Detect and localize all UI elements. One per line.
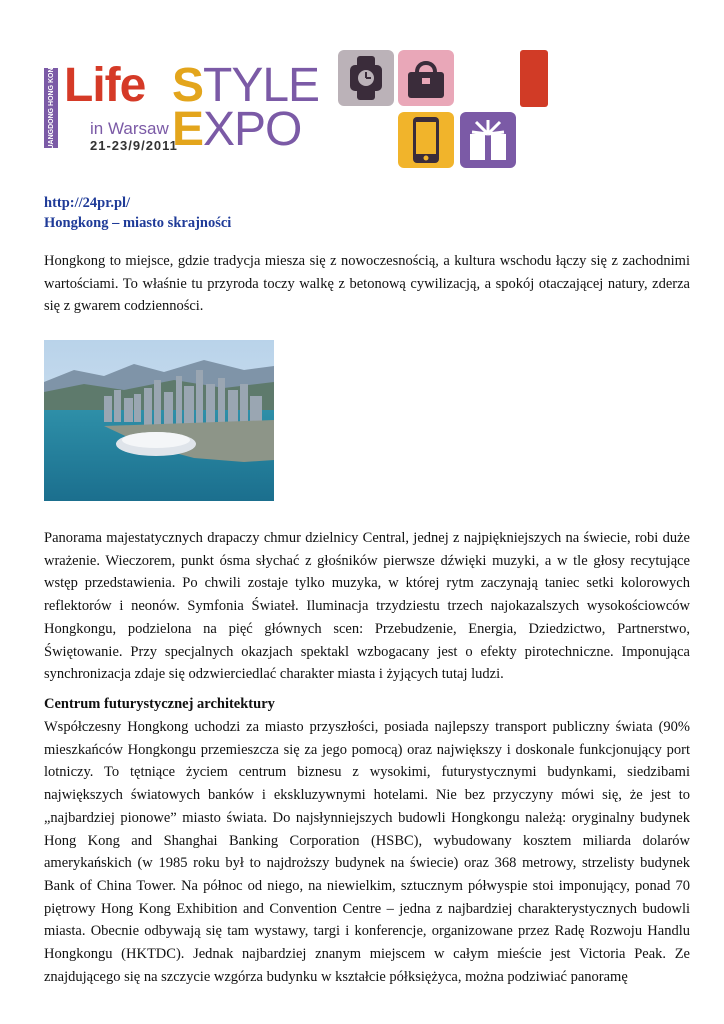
handbag-icon <box>398 50 454 106</box>
gift-icon <box>460 112 516 168</box>
decorative-red-tile <box>520 50 548 107</box>
logo-word-expo: EXPO <box>172 103 302 156</box>
intro-paragraph: Hongkong to miejsce, gdzie tradycja miesza się z nowoczesnością, a kultura wschodu łączy się z zachodnimi wartościami. To właśnie tu przyroda toczy walkę z betonową cywilizacją, a spokój otaczającej natury, zderza się z gwarem codzienności. <box>44 253 690 315</box>
logo-side-strip <box>44 61 58 155</box>
source-link[interactable]: http://24pr.pl/ <box>44 195 131 211</box>
logo-word-style: STYLE <box>172 59 320 112</box>
panorama-paragraph: Panorama majestatycznych drapaczy chmur dzielnicy Central, jednej z najpiękniejszych na świecie, robi duże wrażenie. Wieczorem, punkt ósma słychać z głośników pierwsze dźwięki muzyki, a w tle głosy recytujące wstęp przedstawienia. Po chwili zostaje tylko muzyka, w której rytm zaczynają taniec setki kolorowych reflektorów i neonów. Symfonia Świateł. Iluminacja trzydziestu trzech najokazalszych wysokościowców Hongkongu, podzielona na pięć głównych scen: Przebudzenie, Energia, Dziedzictwo, Partnerstwo, Świętowanie. Przy specjalnych okazjach spektakl wzbogacany jest o efekty pirotechniczne. Imponująca synchronizacja zdaje się odzwierciedlać charakter miasta i żyjących tutaj ludzi. <box>44 530 690 683</box>
logo-date: 21-23/9/2011 <box>90 138 178 153</box>
event-logo <box>44 50 334 160</box>
watch-icon <box>338 50 394 106</box>
logo-location: in Warsaw <box>90 119 169 138</box>
hong-kong-skyline-photo <box>44 340 274 501</box>
logo-word-life: Life <box>64 59 146 112</box>
article-subtitle: Hongkong – miasto skrajności <box>44 215 232 231</box>
architecture-paragraph: Współczesny Hongkong uchodzi za miasto przyszłości, posiada najlepszy transport publiczny świata (90% mieszkańców Hongkongu przemieszcza się za jego pomocą) oraz największy i doskonale funkcjonujący port lotniczy. To tętniące życiem centrum biznesu z wysokimi, futurystycznymi budynkami, siedzibami największych światowych banków i ekskluzywnymi hotelami. Nie bez przyczyny mówi się, że jest to „najbardziej pionowe” miasto świata. Do najsłynniejszych budowli Hongkongu należą: oryginalny budynek Hong Kong and Shanghai Banking Corporation (HSBC), wybudowany kosztem miliarda dolarów amerykańskich (w 1985 roku był to najdroższy budynek na świecie) oraz 368 metrowy, strzelisty budynek Bank of China Tower. Na północ od niego, na niewielkim, sztucznym półwyspie stoi imponujący, ponad 70 piętrowy Hong Kong Exhibition and Convention Centre – jedna z najbardziej charakterystycznych budowli miasta. Obecnie odbywają się tam wystawy, targi i konferencje, organizowane przez Radę Rozwoju Handlu Hongkongu (HKTDC). Jednak najbardziej znanym miejscem w całym mieście jest Victoria Peak. Ze znajdującego się na szczycie wzgórza budynku w kształcie półksiężyca, można podziwiać panoramę <box>44 719 690 985</box>
phone-icon <box>398 112 454 168</box>
logo-strip-text: GUANGDONG HONG KONG <box>47 61 55 155</box>
section-heading: Centrum futurystycznej architektury <box>44 696 275 712</box>
